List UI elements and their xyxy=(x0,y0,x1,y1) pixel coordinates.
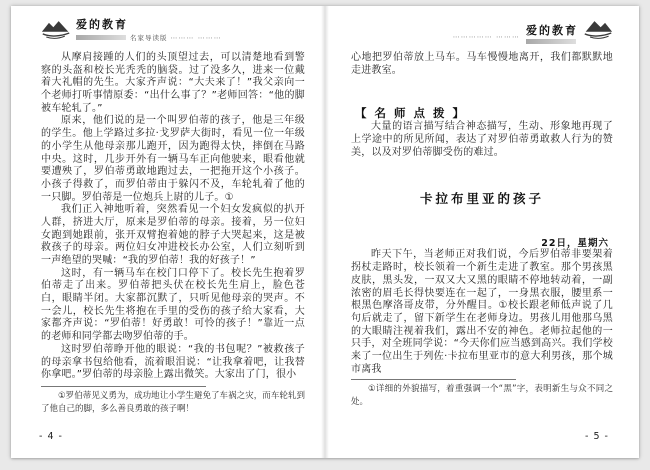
mountain-logo-icon xyxy=(41,19,71,44)
book-spread xyxy=(11,6,639,458)
header-accent-bar xyxy=(76,35,126,40)
chapter-date: 22日，星期六 xyxy=(541,238,609,250)
paragraph: 原来，他们说的是一个叫罗伯蒂的孩子，他是三年级的学生。他上学路过多拉·戈罗萨大街时，看见一位一年级的小学生从他母亲那儿跑开，因为跑得太快，摔倒在马路中央。这时，几步开外有一辆马车正向他驶来，眼看他就要遭殃了，罗伯蒂勇敢地跑过去，一把拖开这个小孩子。小孩子得救了，而罗伯蒂由于躲闪不及，车轮轧着了他的一只脚。罗伯蒂是一位炮兵上尉的儿子。① xyxy=(41,115,305,203)
teacher-tips-body: 大量的语言描写结合神态描写，生动、形象地再现了上学途中的所见所闻，表达了对罗伯蒂勇敢救人行为的赞美，以及对罗伯蒂脚受伤的难过。 xyxy=(351,121,613,158)
book-title: 爱的教育 xyxy=(76,18,128,31)
book-subtitle: 名家导读版 xyxy=(130,34,168,43)
footnote: ①详细的外貌描写，着重强调一个“黑”字，表明新生与众不同之处。 xyxy=(351,384,613,408)
teacher-tips-heading: 【 名 师 点 拨 】 xyxy=(355,106,467,121)
mountain-logo-icon xyxy=(583,19,613,44)
footnote-divider xyxy=(41,386,206,387)
footnote-divider xyxy=(351,379,516,380)
footnote: ①罗伯蒂见义勇为，成功地让小学生避免了车祸之灾，而车轮轧到了他自己的脚，多么善良勇敢的孩子啊！ xyxy=(41,390,305,414)
chapter-body-paragraph: 昨天下午，当老师正对我们说，今后罗伯蒂非要架着拐杖走路时，校长领着一个新生走进了教室。那个男孩黑皮肤，黑头发，一双又大又黑的眼睛不停地转动着，一副浓密的眉毛长得快要连在一起了，一身黑衣服，腰里系一根黑色摩洛哥皮带，分外醒目。①校长跟老师低声说了几句后就走了，留下新学生在老师身边。男孩儿用他那乌黑的大眼睛注视着我们，露出不安的神色。老师拉起他的一只手，对全班同学说：“今天你们应当感到高兴。我们学校来了一位出生于列佐·卡拉布里亚市的意大利男孩，那个城市离我 xyxy=(351,249,613,375)
left-header-title-block xyxy=(76,19,222,42)
paragraph: 从摩肩接踵的人们的头顶望过去，可以清楚地看到警察的头盔和校长光秃秃的脑袋。过了没多久，进来一位戴着大礼帽的先生。大家齐声说：“大夫来了！”我父亲向一个老师打听事情原委：“出什么事了？”老师回答：“他的脚被车轮轧了。” xyxy=(41,52,305,114)
book-spine xyxy=(321,6,329,458)
right-header-title-block xyxy=(526,25,578,44)
right-header-subrow xyxy=(526,39,578,44)
right-page xyxy=(325,6,639,458)
header-accent-bar xyxy=(526,39,576,44)
paragraph: 这时罗伯蒂睁开他的眼说：“我的书包呢？”被救孩子的母亲拿书包给他看，流着眼泪说：“让我拿着吧，让我替你拿吧。”罗伯蒂的母亲脸上露出微笑。大家出了门，很小 xyxy=(41,343,305,381)
right-page-body xyxy=(351,52,613,376)
right-footnote-block xyxy=(351,379,613,409)
paragraph: 这时，有一辆马车在校门口停下了。校长先生抱着罗伯蒂走了出来。罗伯蒂把头伏在校长先生肩上，脸色苍白，眼睛半闭。大家都沉默了，只听见他母亲的哭声。不一会儿，校长先生将抱在手里的受伤的孩子给大家看，大家都齐声说：“罗伯蒂！好勇敢！可怜的孩子！”靠近一点的老师和同学都去吻罗伯蒂的手。 xyxy=(41,267,305,343)
header-dots: ⋯⋯⋯ ⋯⋯⋯ xyxy=(170,33,222,42)
left-footnote-block xyxy=(41,386,305,416)
page-number-right: - 5 - xyxy=(585,431,609,442)
page-number-left: - 4 - xyxy=(39,431,63,442)
right-page-header xyxy=(351,19,613,44)
book-title: 爱的教育 xyxy=(526,23,578,37)
header-dots: ⋯⋯⋯⋯⋯ ⋯⋯⋯ xyxy=(452,33,520,41)
left-page-body xyxy=(41,52,305,382)
left-page-header xyxy=(41,19,305,44)
continuation-paragraph: 心地把罗伯蒂放上马车。马车慢慢地离开，我们都默默地走进教室。 xyxy=(351,52,613,76)
left-page xyxy=(11,6,325,458)
paragraph: 我们正入神地听着，突然看见一个妇女发疯似的扒开人群，挤进大厅，原来是罗伯蒂的母亲。接着，另一位妇女跑到她跟前，张开双臂抱着她的脖子大哭起来，这是被救孩子的母亲。两位妇女冲进校长办公室，人们立刻听到一声绝望的哭喊：“我的罗伯蒂！我的好孩子！” xyxy=(41,204,305,266)
chapter-title: 卡拉布里亚的孩子 xyxy=(419,191,544,207)
left-header-subrow xyxy=(76,33,222,42)
